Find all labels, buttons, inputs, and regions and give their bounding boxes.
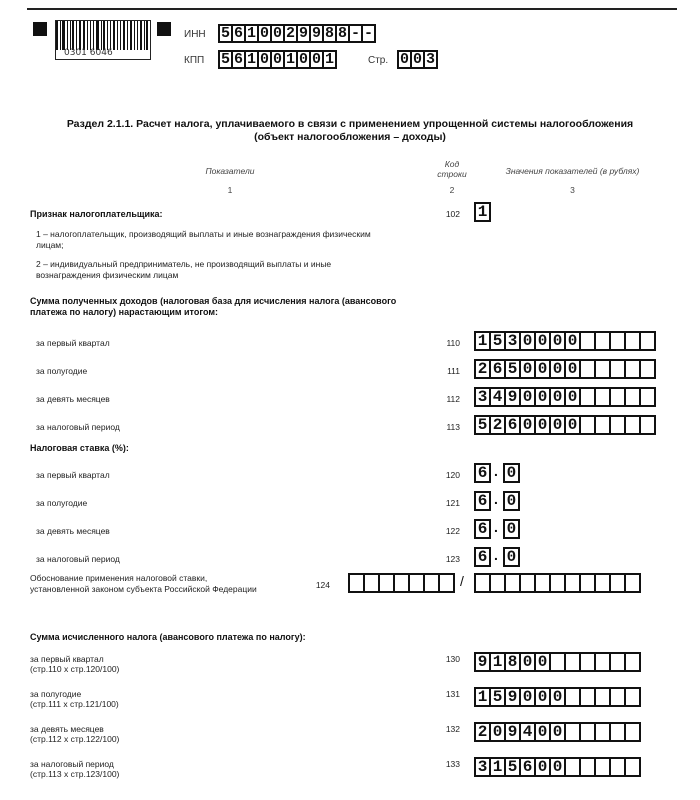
rate-basis-right-cell: [624, 573, 641, 593]
inn-cell: 0: [257, 24, 272, 43]
payer-label: Признак налогоплательщика:: [30, 209, 163, 219]
inn-cell: 0: [270, 24, 285, 43]
tax-row-131-formula: (стр.111 x стр.121/100): [30, 699, 119, 709]
income-112-cell: [639, 387, 656, 407]
inn-cell: 9: [296, 24, 311, 43]
inn-field[interactable]: [218, 24, 374, 43]
income-112-cell: 0: [564, 387, 581, 407]
tax-131-cell: 0: [534, 687, 551, 707]
kpp-cell: 1: [283, 50, 298, 69]
kpp-field[interactable]: [218, 50, 335, 69]
tax-value-field-131[interactable]: [474, 687, 639, 707]
barcode-number: 0301 6046: [64, 48, 113, 58]
income-112-cell: 0: [519, 387, 536, 407]
income-113-cell: 0: [519, 415, 536, 435]
tax-132-cell: 4: [519, 722, 536, 742]
kpp-cell: 0: [296, 50, 311, 69]
inn-label: ИНН: [184, 29, 206, 40]
tax-131-cell: 0: [549, 687, 566, 707]
rate-row-121-code: 121: [445, 498, 460, 508]
rate-basis-left-cell: [438, 573, 455, 593]
income-113-cell: 0: [549, 415, 566, 435]
income-112-cell: 0: [534, 387, 551, 407]
section-title: [30, 118, 670, 144]
income-113-cell: 2: [489, 415, 506, 435]
rate-int-cell: 6: [474, 491, 491, 511]
income-112-cell: 4: [489, 387, 506, 407]
inn-cell: 8: [335, 24, 350, 43]
tax-row-133-code: 133: [445, 759, 460, 769]
kpp-label: КПП: [184, 55, 205, 66]
rate-value-field-120[interactable]: [474, 463, 518, 483]
rate-dec-cell: 0: [503, 547, 520, 567]
rate-int-cell: 6: [474, 547, 491, 567]
income-110-cell: [639, 331, 656, 351]
income-row-110-code: 110: [446, 338, 460, 348]
income-111-cell: 0: [534, 359, 551, 379]
top-rule: [27, 8, 677, 10]
tax-133-cell: 0: [534, 757, 551, 777]
rate-row-123-code: 123: [445, 554, 460, 564]
rate-decimal-point: .: [494, 519, 498, 535]
income-110-cell: 0: [519, 331, 536, 351]
rate-row-122-label: за девять месяцев: [36, 526, 110, 536]
income-111-cell: 6: [489, 359, 506, 379]
corner-marker-left: [33, 22, 47, 36]
inn-cell: 6: [231, 24, 246, 43]
tax-row-130-label: за первый квартал: [30, 654, 104, 664]
kpp-cell: 1: [322, 50, 337, 69]
tax-133-cell: 6: [519, 757, 536, 777]
income-113-cell: 0: [564, 415, 581, 435]
tax-row-131-label: за полугодие: [30, 689, 82, 699]
income-113-cell: 6: [504, 415, 521, 435]
tax-row-132-code: 132: [445, 724, 460, 734]
rate-basis-label: Обоснование применения налоговой ставки, установленной законом субъекта Российской Федерации: [30, 573, 257, 594]
page-cell: 0: [410, 50, 425, 69]
tax-130-cell: 0: [534, 652, 551, 672]
tax-131-cell: 5: [489, 687, 506, 707]
tax-130-cell: 9: [474, 652, 491, 672]
income-value-field-113[interactable]: [474, 415, 654, 435]
rate-basis-field-1[interactable]: [348, 573, 453, 593]
tax-row-133-label: за налоговый период: [30, 759, 114, 769]
tax-131-cell: 0: [519, 687, 536, 707]
rate-basis-field-2[interactable]: [474, 573, 639, 593]
tax-132-cell: 2: [474, 722, 491, 742]
income-110-cell: 1: [474, 331, 491, 351]
col3-number: 3: [570, 185, 575, 195]
rate-int-cell: 6: [474, 519, 491, 539]
income-111-cell: 0: [549, 359, 566, 379]
tax-133-cell: 0: [549, 757, 566, 777]
rate-decimal-point: .: [494, 463, 498, 479]
kpp-cell: 0: [270, 50, 285, 69]
col2-header: Код строки: [437, 159, 467, 179]
rate-row-122-code: 122: [445, 526, 460, 536]
kpp-cell: 1: [244, 50, 259, 69]
barcode: [55, 20, 151, 60]
income-111-cell: 0: [519, 359, 536, 379]
income-111-cell: [639, 359, 656, 379]
income-112-cell: 3: [474, 387, 491, 407]
tax-value-field-133[interactable]: [474, 757, 639, 777]
tax-132-cell: [624, 722, 641, 742]
income-value-field-110[interactable]: [474, 331, 654, 351]
corner-marker-right: [157, 22, 171, 36]
rate-heading: Налоговая ставка (%):: [30, 443, 129, 453]
tax-132-cell: 9: [504, 722, 521, 742]
tax-row-132-formula: (стр.112 x стр.122/100): [30, 734, 120, 744]
rate-dec-cell: 0: [503, 519, 520, 539]
tax-133-cell: [624, 757, 641, 777]
tax-130-cell: 8: [504, 652, 521, 672]
rate-row-121-label: за полугодие: [36, 498, 88, 508]
page-cell: 0: [397, 50, 412, 69]
tax-132-cell: 0: [549, 722, 566, 742]
income-111-cell: 5: [504, 359, 521, 379]
income-110-cell: 3: [504, 331, 521, 351]
rate-value-field-123[interactable]: [474, 547, 518, 567]
tax-131-cell: [624, 687, 641, 707]
kpp-cell: 0: [309, 50, 324, 69]
income-row-111-label: за полугодие: [36, 366, 88, 376]
payer-value-cell: 1: [474, 202, 491, 222]
tax-row-130-formula: (стр.110 x стр.120/100): [30, 664, 120, 674]
income-111-cell: 0: [564, 359, 581, 379]
kpp-cell: 0: [257, 50, 272, 69]
payer-option-2: 2 – индивидуальный предприниматель, не производящий выплаты и иные вознаграждения физическим лицам: [36, 259, 332, 280]
income-112-cell: 0: [549, 387, 566, 407]
rate-dec-cell: 0: [503, 463, 520, 483]
income-110-cell: 0: [564, 331, 581, 351]
tax-row-133-formula: (стр.113 x стр.123/100): [30, 769, 120, 779]
col3-header: Значения показателей (в рублях): [505, 166, 640, 176]
tax-row-132-label: за девять месяцев: [30, 724, 104, 734]
tax-130-cell: 1: [489, 652, 506, 672]
rate-basis-code: 124: [315, 580, 330, 590]
inn-cell: 8: [322, 24, 337, 43]
income-110-cell: 5: [489, 331, 506, 351]
tax-132-cell: 0: [534, 722, 551, 742]
tax-133-cell: 5: [504, 757, 521, 777]
tax-130-cell: [624, 652, 641, 672]
income-row-113-label: за налоговый период: [36, 422, 120, 432]
kpp-cell: 5: [218, 50, 233, 69]
inn-cell: -: [348, 24, 363, 43]
income-row-112-code: 112: [446, 394, 460, 404]
income-113-cell: 0: [534, 415, 551, 435]
tax-132-cell: 0: [489, 722, 506, 742]
income-row-110-label: за первый квартал: [36, 338, 110, 348]
tax-value-field-132[interactable]: [474, 722, 639, 742]
tax-133-cell: 3: [474, 757, 491, 777]
payer-option-1: 1 – налогоплательщик, производящий выплаты и иные вознаграждения физическим лицам;: [36, 229, 371, 250]
income-value-field-111[interactable]: [474, 359, 654, 379]
income-row-111-code: 111: [447, 366, 460, 376]
rate-row-120-code: 120: [445, 470, 460, 480]
tax-row-131-code: 131: [445, 689, 460, 699]
tax-131-cell: 9: [504, 687, 521, 707]
inn-cell: -: [361, 24, 376, 43]
tax-130-cell: 0: [519, 652, 536, 672]
section-title-line2: (объект налогообложения – доходы): [254, 131, 446, 143]
inn-cell: 2: [283, 24, 298, 43]
inn-cell: 1: [244, 24, 259, 43]
tax-133-cell: 1: [489, 757, 506, 777]
rate-value-field-121[interactable]: [474, 491, 518, 511]
income-111-cell: 2: [474, 359, 491, 379]
rate-row-123-label: за налоговый период: [36, 554, 120, 564]
income-113-cell: 5: [474, 415, 491, 435]
kpp-cell: 6: [231, 50, 246, 69]
page-cell: 3: [423, 50, 438, 69]
payer-code: 102: [445, 209, 460, 219]
rate-int-cell: 6: [474, 463, 491, 483]
rate-value-field-122[interactable]: [474, 519, 518, 539]
income-row-113-code: 113: [446, 422, 460, 432]
rate-dec-cell: 0: [503, 491, 520, 511]
inn-cell: 5: [218, 24, 233, 43]
tax-value-field-130[interactable]: [474, 652, 639, 672]
section-title-line1: Раздел 2.1.1. Расчет налога, уплачиваемого в связи с применением упрощенной системы налогообложения: [66, 118, 634, 130]
income-110-cell: 0: [549, 331, 566, 351]
tax-row-130-code: 130: [445, 654, 460, 664]
rate-decimal-point: .: [494, 547, 498, 563]
col1-header: Показатели: [205, 166, 255, 176]
payer-value-field[interactable]: [474, 202, 489, 222]
rate-row-120-label: за первый квартал: [36, 470, 110, 480]
income-value-field-112[interactable]: [474, 387, 654, 407]
page-number-field[interactable]: [397, 50, 436, 69]
inn-cell: 9: [309, 24, 324, 43]
income-110-cell: 0: [534, 331, 551, 351]
col1-number: 1: [227, 185, 233, 195]
income-heading: Сумма полученных доходов (налоговая база для исчисления налога (авансового платежа по налогу) нарастающим итогом:: [30, 296, 397, 317]
col2-number: 2: [449, 185, 455, 195]
income-112-cell: 9: [504, 387, 521, 407]
tax-heading: Сумма исчисленного налога (авансового платежа по налогу):: [30, 632, 306, 642]
rate-decimal-point: .: [494, 491, 498, 507]
rate-basis-slash: /: [460, 573, 464, 589]
income-113-cell: [639, 415, 656, 435]
page-label: Стр.: [368, 55, 389, 66]
income-row-112-label: за девять месяцев: [36, 394, 110, 404]
tax-131-cell: 1: [474, 687, 491, 707]
